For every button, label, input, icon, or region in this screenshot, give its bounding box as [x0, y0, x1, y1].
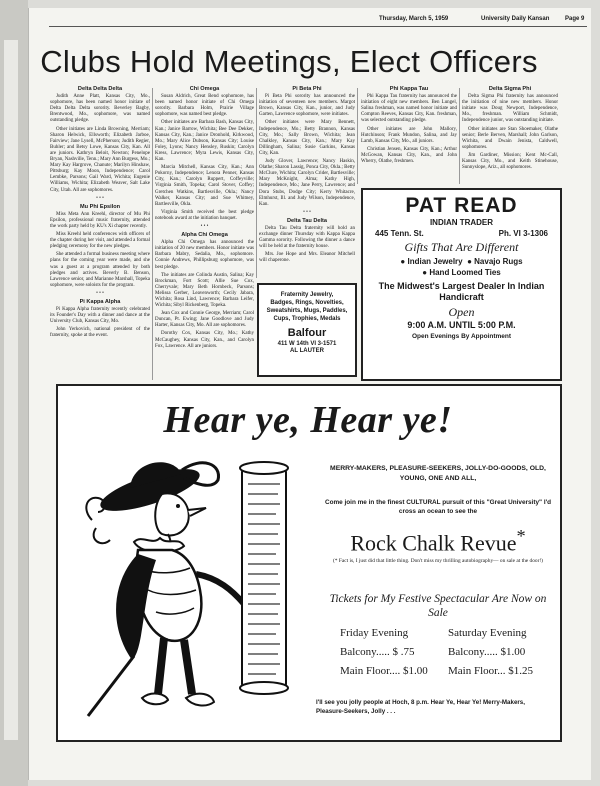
tickets-on-sale: Tickets for My Festive Spectacular Are Now on Sale	[329, 593, 547, 619]
pat-read-item: Hand Loomed Ties	[429, 268, 501, 277]
article-paragraph: Mrs. Joe Hope and Mrs. Eleanor Mitchell will chaperone.	[259, 252, 355, 264]
article-paragraph: Other initiates were Mary Bennett, Independence, Mo.; Betty Brannon, Kansas City, Mo.; Sally Brown, Wichita; Jean Chalkley, Kansas City, Kan.; Mary Kay Dillingham, Salina; Susie Garkins, Kansas City, Kan.	[259, 120, 355, 156]
article-paragraph: Marcia Mitchell, Kansas City, Kan.; Ann Pokorny, Independence; Lenora Penner, Kansas City, Kan.; Carolyn Ruppert, Coffeyville; Virginia Smith, Topeka; Carol Stover, Coffey; Gretchen Watkins, Bartlesville, Okla.; Nancy Walker, Kansas City; and Sue Whitney, Bartlesville, Okla.	[155, 165, 254, 207]
saturday-heading: Saturday Evening	[448, 627, 527, 639]
pat-read-appointment: Open Evenings By Appointment	[411, 333, 512, 340]
hear-ye-banner: Hear ye, Hear ye!	[163, 399, 453, 441]
pat-read-address: 445 Tenn. St.	[375, 229, 424, 238]
article-paragraph: Other initiates are Stan Shoemaker, Olathe senior; Berle Berven, Marshall; John Garlson, Wichita, and Dwain Jenista, Caldwell, sophomores.	[462, 126, 558, 150]
article-paragraph: Other initiates are Linda Browning, Merriam; Sharon Helwick, Ellsworth; Elizabeth Jarboe, Fairview; Jane Lysell, McPherson; Judith Regier, Buhler; and Betsy Lowe, Kansas City, Kan. All are juniors. Kathryn Beloit, Newton; Penelope Bryan, Nashville, Tenn.; Mary Ann Burgess, Mo.; Mary Kay Hargrove, Chanute; Marilyn Hinshaw, Pittsburg; Kay Moon, Independence; Carol Lembke, Parsons; Gail Ward, Wichita; Eugenie Williams, Wichita; Elizabeth Weaver, Salt Lake City, Utah. All are sophomores.	[50, 126, 150, 193]
article-paragraph: Jim Gardiner, Mission; Kent Mc-Call, Kansas City, Mo., and Keith Stinehouse, Sunnyslope, Ariz., all sophomores.	[462, 152, 558, 171]
article-paragraph: Miss Kreehl held conferences with officers of the chapter during her visit, and attended a formal pledging ceremony for the new pledges.	[50, 232, 150, 250]
pat-read-ad	[361, 188, 562, 381]
article-paragraph: She attended a formal business meeting where plans for the coming year were made, and she was a guest at a program attended by both pledges and actives. Beverly B. Benson, Lawrence senior, and Marianne Marshall, Topeka sophomore, were soloists for the program.	[50, 252, 150, 288]
article-paragraph: Pi Kappa Alpha fraternity recently celebrated its Founder's Day with a dinner and dance at the University Club, Kansas City, Mo.	[50, 307, 150, 325]
pat-read-open: Open	[448, 305, 475, 319]
column-4	[361, 86, 457, 186]
page-headline: Clubs Hold Meetings, Elect Officers	[40, 44, 538, 79]
town-crier-illustration	[72, 450, 312, 730]
article-paragraph: Christian Jensen, Kansas City, Kan.; Arthur McGowan, Kansas City, Kan., and John Wherry, Olathe, freshmen.	[361, 146, 457, 165]
article-paragraph: Other initiates are John Mallory, Hutchinson; Frank Mundon, Salina, and Jay Lamb, Kansas City, Mo., all juniors.	[361, 126, 457, 144]
pat-read-subtitle: INDIAN TRADER	[429, 218, 494, 227]
header-date: Thursday, March 5, 1959	[379, 16, 449, 22]
friday-prices	[340, 624, 428, 681]
column-3	[259, 86, 355, 280]
revue-title-text: Rock Chalk Revue	[350, 530, 517, 556]
pat-read-name: PAT READ	[405, 194, 518, 217]
merry-makers-line: MERRY-MAKERS, PLEASURE-SEEKERS, JOLLY-DO-GOODS, OLD, YOUNG, ONE AND ALL,	[330, 465, 546, 482]
pat-read-slogan: Gifts That Are Different	[404, 240, 519, 254]
pat-read-items-row	[363, 257, 560, 266]
pat-read-contact-row	[363, 227, 560, 238]
join-me-line: Come join me in the finest CULTURAL pursuit of this "Great University" I'd cross an ocean to see the	[324, 499, 552, 515]
revue-title	[320, 526, 556, 556]
bullet-icon: ●	[467, 257, 472, 266]
article-paragraph: The initiates are Colinda Austin, Salina; Kay Brockman, Fort Scott; Allie Sue Cox, Cherryvale; Mary Beth Hornbeck, Parsons; Melissa Gerber, Leavenworth; Cecily Jabara, Wichita; Rosa Lind, Lawrence; Barbara Leifer, Wichita; Sibyl Rickenberg, Topeka.	[155, 272, 254, 309]
balfour-item: Cups, Trophies, Medals	[273, 316, 341, 322]
article-paragraph: Jean Cox and Connie George, Merriam; Carol Duncan, Pt. Ewing; Jane Goodlove and Judy Harter, Kansas City, Mo. All are sophomores.	[155, 311, 254, 329]
friday-main-floor-price: Main Floor.... $1.00	[340, 665, 428, 677]
column-5	[462, 86, 558, 186]
section-title: Mu Phi Epsilon	[79, 203, 121, 210]
column-rule	[459, 88, 460, 184]
pat-read-item: Navajo Rugs	[474, 257, 523, 266]
rock-chalk-revue-ad	[56, 384, 562, 742]
friday-heading: Friday Evening	[340, 627, 409, 639]
column-1	[50, 86, 150, 382]
column-rule	[357, 88, 358, 184]
column-rule	[256, 88, 257, 278]
separator: • • •	[96, 290, 104, 296]
section-title: Delta Sigma Phi	[488, 86, 532, 92]
section-title: Pi Beta Phi	[292, 86, 322, 92]
column-rule	[152, 88, 153, 380]
pat-read-dealer: The Midwest's Largest Dealer In Indian Handicraft	[378, 281, 545, 302]
article-paragraph: Miss Meta Ann Kreehl, director of Mu Phi Epsilon, professional music fraternity, attended the work party held by KU's Xi chapter recently.	[50, 211, 150, 229]
pat-read-hours: 9:00 A.M. UNTIL 5:00 P.M.	[407, 320, 516, 330]
balfour-item: Sweatshirts, Mugs, Paddles,	[266, 308, 348, 314]
saturday-balcony-price: Balcony..... $1.00	[448, 646, 526, 658]
section-title: Delta Delta Delta	[77, 86, 123, 92]
adjacent-page-strip	[4, 40, 18, 740]
balfour-item: Badges, Rings, Novelties,	[270, 300, 344, 306]
revue-closing-line: I'll see you jolly people at Hoch, 8 p.m. Hear Ye, Hear Ye! Merry-Makers, Pleasure-Seekers, Jolly . . .	[316, 699, 525, 715]
column-2	[155, 86, 254, 382]
article-paragraph: Judy Glover, Lawrence; Nancy Haskin, Olathe; Sharon Lassig, Ponca City, Okla.; Betty McClure, Wichita; Carolyn Crider, Bartlesville; Mary McKnight, Alma; Kathy High, Independence, Mo.; Jane Perry, Lawrence; and Dora Stubs, Dodge City; Kerry Whitacre, Elmhurst, Ill. and Judy Wilson, Independence, Kan.	[259, 159, 355, 207]
article-paragraph: John Yerkovich, national president of the fraternity, spoke at the event.	[50, 327, 150, 339]
header-paper: University Daily Kansan	[481, 16, 550, 22]
article-paragraph: Delta Sigma Phi fraternity has announced the initiation of nine new members. Honor initiate was Doug Newport, Independence, Mo., freshman. William Schmidt, Independence junior, was outstanding initiate.	[462, 94, 558, 124]
article-paragraph: Judith Anne Platt, Kansas City, Mo., sophomore, has been named honor initiate of Delta Delta Delta sorority. Beverley Bagby, Brentwood, Mo., sophomore, was named outstanding pledge.	[50, 94, 150, 124]
section-title: Pi Kappa Alpha	[79, 299, 121, 305]
article-paragraph: Other initiates are Barbara Bash, Kansas City, Kan.; Janice Barrow, Wichita; Bee Dee Dekker, Kansas City, Kan.; Janice Dronhold, Kirkwood, Mo.; Mary Alice Dubson, Kansas City; Louise Foley, Lyons; Nancy Hensley, Ruskin; Carolyn Kress, Lawrence; Myra Lewis, Kansas City, Kan.	[155, 120, 254, 163]
pat-read-item: Indian Jewelry	[407, 257, 463, 266]
article-paragraph: Dorothy Cox, Kansas City, Mo.; Kathy McCaughey, Kansas City, Kan., and Carolyn Fox, Lawrence. All are juniors.	[155, 331, 254, 349]
section-title: Delta Tau Delta	[287, 217, 327, 224]
friday-balcony-price: Balcony..... $ .75	[340, 646, 415, 658]
saturday-main-floor-price: Main Floor... $1.25	[448, 665, 533, 677]
bullet-icon: ●	[422, 268, 428, 277]
section-title: Alpha Chi Omega	[181, 232, 228, 239]
pat-read-phone: Ph. VI 3-1306	[498, 229, 548, 238]
article-paragraph: Alpha Chi Omega has announced the initiation of 20 new members. Honor initiate was Barbara Mabry, Sedalia, Mo., sophomore. Connie Andrews, Phillipsburg sophomore, was best pledge.	[155, 240, 254, 270]
balfour-contact: AL LAUTER	[290, 348, 324, 354]
separator: • • •	[303, 209, 311, 215]
saturday-prices	[448, 624, 533, 681]
pat-read-items-row	[363, 268, 560, 277]
balfour-items	[259, 291, 355, 323]
article-paragraph: Virginia Smith received the best pledge notebook award at the initiation banquet.	[155, 209, 254, 221]
left-page-margin	[0, 0, 28, 786]
section-title: Chi Omega	[189, 86, 220, 92]
balfour-name: Balfour	[287, 327, 327, 339]
revue-footnote: (* Fact is, I just did that little thing. Don't miss my thrilling autobiography— on sale at the door!)	[333, 558, 543, 564]
section-title: Phi Kappa Tau	[389, 86, 429, 92]
article-paragraph: Delta Tau Delta fraternity will hold an exchange dinner Thursday with Kappa Kappa Gamma sorority. Following the dinner a dance will be held at the fraternity house.	[259, 225, 355, 250]
separator: • • •	[200, 223, 209, 229]
balfour-address: 411 W 14th VI 3-1571	[277, 341, 337, 347]
article-paragraph: Susan Aldrich, Great Bend sophomore, has been named honor initiate of Chi Omega sorority. Barbara Holm, Prairie Village sophomore, was named best pledge.	[155, 94, 254, 118]
separator: • • •	[96, 195, 104, 201]
balfour-ad	[257, 283, 357, 377]
article-paragraph: Pi Beta Phi sorority has announced the initiation of seventeen new members. Margot Brown, Kansas City, Kan., junior, and Judy Garten, Lawrence sophomore, were initiates.	[259, 94, 355, 118]
revue-asterisk: *	[516, 526, 526, 546]
header-page: Page 9	[565, 16, 585, 22]
bullet-icon: ●	[400, 257, 406, 266]
page-header	[49, 14, 587, 27]
article-paragraph: Phi Kappa Tau fraternity has announced the initiation of eight new members. Ben Lungel, Salina freshman, was named honor initiate and Compton Reeves, Kansas City, Kan. freshman, was selected outstanding pledge.	[361, 94, 457, 124]
balfour-item: Fraternity Jewelry,	[280, 292, 334, 298]
